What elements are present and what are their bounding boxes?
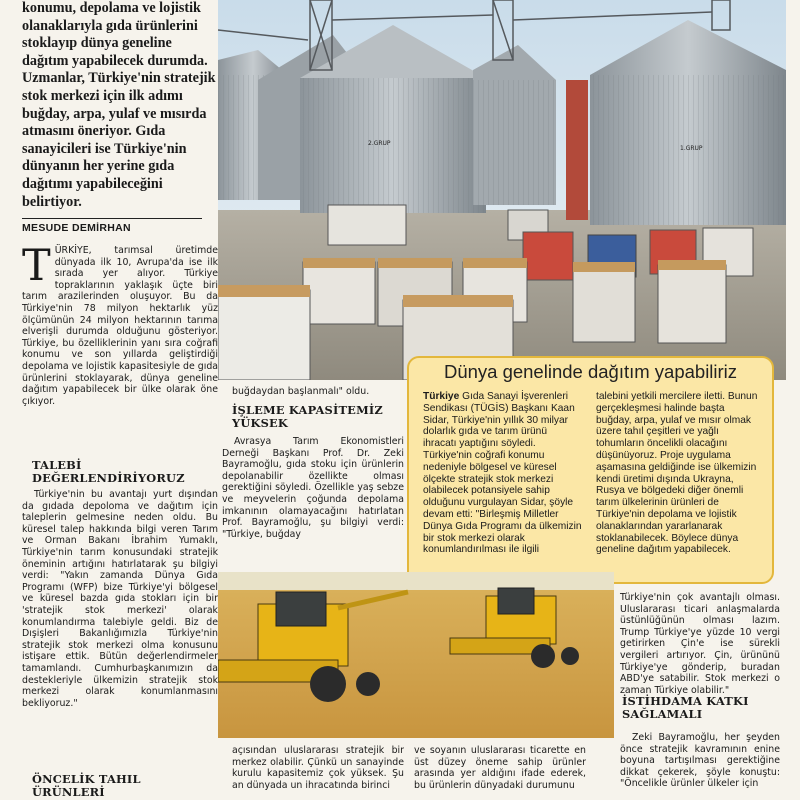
lead-paragraph: konumu, depolama ve lojistik olanaklarıyla gıda ürünlerini stoklayıp dünya geneline dağıtım yapabilecek durumda. Uzmanlar, Türkiye'nin stratejik stok merkezi için ilk adımı buğday, arpa, yulaf ve mısırda atmasını öneriyor. Gıda sanayicileri ise Türkiye'nin dünyanın her yerine gıda dağıtımı yapabileceğini belirtiyor. xyxy=(22,0,216,210)
talebi-paragraph: Türkiye'nin bu avantajı yurt dışından da gıdada depoloma ve dağıtım için taleplerin gelmesine neden oldu. Bu küresel talep hakkında bilgi veren Tarım ve Orman Bakanı İbrahim Yumaklı, Türkiye'nin tarım konusundaki stratejik öneminin artığını hatırlatarak şu bilgiyi verdi: "Yakın zamanda Dünya Gıda Programı (WFP) bize Türkiye'yi bölgesel ve küresel bazda gıda stokları için bir 'stratejik stok merkezi' olarak konumlandırma talebiyle geldi. Biz de Dışişleri Bakanlığımızla Türkiye'nin stratejik stok merkezi olma konusunu istişare ettik. Bütün değerlendirmeler tamamlandı. Cumhurbaşkanımızın da destekleriyle ülkemizin stratejik stok merkezi olarak konumlanmasını bekliyoruz." xyxy=(22,489,218,709)
silo-label-1: 1.GRUP xyxy=(680,145,703,152)
subhead-isleme: İŞLEME KAPASİTEMİZ YÜKSEK xyxy=(232,403,383,430)
bottom-col-2: açısından uluslararası stratejik bir merkez olabilir. Çünkü un sanayinde kurulu kapasitemiz çok yüksek. Şu an dünyada un ihracatında birinci xyxy=(232,745,404,791)
column-4-para xyxy=(620,592,780,696)
column-2-para xyxy=(222,436,404,540)
trump-paragraph: Türkiye'nin çok avantajlı olması. Uluslararası ticari anlaşmalarda üstünlüğünün olması lazım. Trump Türkiye'ye yüzde 10 vergi getirirken Çin'e ise sürekli vergileri artırıyor. Çin, ürününü Türkiye'ye gönderip, buradan ABD'ye satabilir. Stok merkezi o zaman Türkiye olabilir." xyxy=(620,592,780,696)
bottom-col-3: ve soyanın uluslararası ticarette en üst düzey öneme sahip ürünler arasında yer aldığını ifade ederek, bu ürünlerin dünyadaki durumunu xyxy=(414,745,586,791)
column-1-para xyxy=(22,489,218,709)
bayramoglu-paragraph: Zeki Bayramoğlu, her şeyden önce stratejik kavramının enine boyuna tartışılması gerektiğine dikkat çekerek, şöyle konuştu: "Öncelikle ürünler ülkeler için xyxy=(620,732,780,790)
silo-photo xyxy=(218,0,786,380)
harvester-photo xyxy=(218,572,614,738)
callout-box xyxy=(407,356,774,584)
callout-left-column xyxy=(423,391,583,556)
callout-right-text: talebini yetkili mercilere iletti. Bunun gerçekleşmesi halinde başta buğday, arpa, yulaf ve mısır olmak üzere tahıl çeşitleri ve yağlı tohumların öncelikli olacağını düşünüyoruz. Proje uygulama aşamasına geldiğinde ise ülkemizin kendi üretimi dışında Ukrayna, Rusya ve bölgedeki diğer önemli tarım ülkelerinin ürünleri de Türkiye'nin depolama ve lojistik olanaklarından yararlanarak stoklanabilecek. Böylece dünya geneline dağıtım yapabilecek. xyxy=(596,391,758,556)
callout-title: Dünya genelinde dağıtım yapabiliriz xyxy=(443,361,738,382)
subhead-talebi: TALEBİ DEĞERLENDİRİYORUZ xyxy=(32,458,185,485)
silo-center-right xyxy=(473,45,556,205)
column-4-para2 xyxy=(620,732,780,790)
callout-left-text: Gıda Sanayi İşverenleri Sendikası (TÜGİS) Başkanı Kaan Sidar, Türkiye'nin yıllık 30 milyar dolarlık gıda ve tarım ürünü ihracatı yaptığını söyledi. Türkiye'nin coğrafi konumu nedeniyle bölgesel ve küresel ölçekte stratejik stok merkezi olabilecek potansiyele sahip olduğunu vurgulayan Sidar, şöyle devam etti: "Birleşmiş Milletler Dünya Gıda Programı da ülkemizin bir stok merkezi olarak konumlandırılması ile ilgili xyxy=(423,391,582,556)
author-byline: MESUDE DEMİRHAN xyxy=(22,218,202,234)
drop-cap: T xyxy=(22,241,51,291)
callout-lead-word: Türkiye xyxy=(423,391,460,402)
subhead-istihdama: İSTİHDAMA KATKI SAĞLAMALI xyxy=(622,694,749,721)
subhead-oncelik: ÖNCELİK TAHIL ÜRÜNLERİ xyxy=(32,772,141,799)
column-1 xyxy=(22,241,219,407)
intro-text: ÜRKİYE, tarımsal üretimde dünyada ilk 10, Avrupa'da ise ilk sırada yer alıyor. Türkiye topraklarının yaklaşık üçte biri tarım arazilerinden oluşuyor. Bu da Türkiye'nin 78 milyon hektarlık yüz ölçümünün 24 milyon hektarının tarıma elverişli durumda olduğunu gösteriyor. Türkiye, bu özelliklerinin yanı sıra coğrafi konumu ve son yıllarda geliştirdiği depolama ve lojistik kapasitesiyle de gıda ürünlerini stoklayarak, dünya geneline dağıtım yapabilecek bir ülke olarak öne çıkıyor. xyxy=(22,245,219,407)
column-2-quote-end: buğdaydan başlanmalı" oldu. xyxy=(232,386,370,397)
red-building xyxy=(566,80,588,220)
silo-label-2: 2.GRUP xyxy=(368,140,391,147)
isleme-paragraph: Avrasya Tarım Ekonomistleri Derneği Başkanı Prof. Dr. Zeki Bayramoğlu, gıda stoku için ürünlerin depolanabilir özellikte olması gerektiğini söyledi. Özellikle yaş sebze ve meyvelerin çoğunda depolama imkanının olamayacağını hatırlatan Prof. Bayramoğlu, şu bilgiyi verdi: "Türkiye, buğday xyxy=(222,436,404,540)
callout-right-column xyxy=(596,391,760,556)
